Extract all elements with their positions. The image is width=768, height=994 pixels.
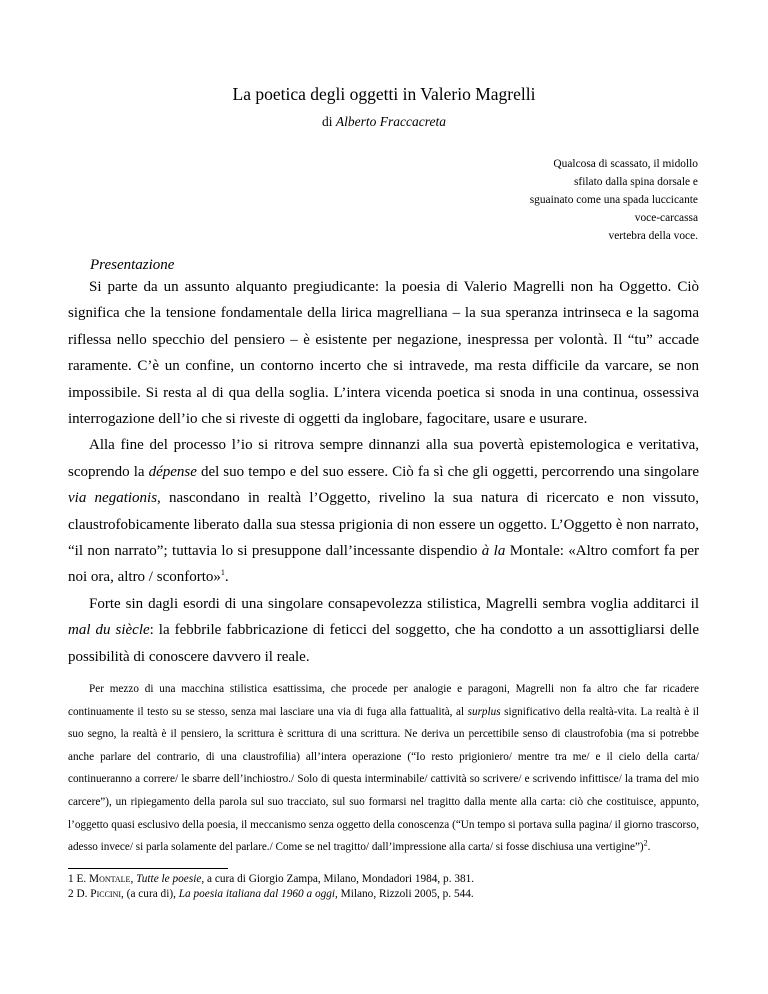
text-run: . bbox=[224, 569, 229, 586]
footnote-author: Montale bbox=[89, 873, 131, 885]
document-title: La poetica degli oggetti in Valerio Magrelli bbox=[232, 84, 536, 104]
byline bbox=[0, 114, 768, 130]
text-run: Per mezzo di una macchina stilistica esattissima, che procede per analogie e paragoni, Magrelli non fa altro che far ricadere continuamente il testo su se stesso, senza mai lasciare una via di fuga alla fattualità, al bbox=[68, 683, 699, 718]
text-run: del suo tempo e del suo essere. Ciò fa sì che gli oggetti, percorrendo una singolare bbox=[196, 463, 699, 480]
text-run: , a cura di Giorgio Zampa, Milano, Mondadori 1984, p. 381. bbox=[201, 873, 475, 885]
italic-term: via negationis bbox=[68, 490, 158, 507]
epigraph-line: voce-carcassa bbox=[634, 212, 698, 224]
epigraph bbox=[398, 155, 698, 245]
text-run: Montale: «Altro comfort fa per noi ora, altro / sconforto» bbox=[68, 543, 699, 586]
text-run: D. bbox=[76, 887, 91, 900]
text-run: : la febbrile fabbricazione di feticci del soggetto, che ha condotto a un assottigliarsi delle possibilità di conoscere davvero il reale. bbox=[68, 622, 699, 665]
text-run: Alla fine del processo l’io si ritrova sempre dinnanzi alla sua povertà epistemologica e veritativa, scoprendo la bbox=[68, 437, 699, 480]
body-text bbox=[68, 274, 699, 670]
text-run: Forte sin dagli esordi di una singolare consapevolezza stilistica, Magrelli sembra voglia additarci il bbox=[89, 595, 699, 612]
footnote-divider bbox=[68, 868, 228, 869]
italic-term: dépense bbox=[148, 463, 197, 480]
italic-term: surplus bbox=[467, 705, 501, 718]
italic-term: à la bbox=[481, 543, 506, 560]
byline-prefix: di bbox=[322, 114, 333, 129]
author-name: Alberto Fraccacreta bbox=[335, 114, 446, 129]
epigraph-line: vertebra della voce. bbox=[608, 230, 698, 242]
quote-paragraph bbox=[68, 678, 699, 859]
text-run: , Milano, Rizzoli 2005, p. 544. bbox=[335, 887, 474, 900]
text-run: . bbox=[647, 841, 651, 854]
italic-term: mal du siècle bbox=[68, 622, 150, 639]
paragraph-1: Si parte da un assunto alquanto pregiudicante: la poesia di Valerio Magrelli non ha Oggetto. Ciò significa che la tensione fondamentale della lirica magrelliana – la sua speranza intrinseca e la sagoma riflessa nello specchio del pensiero – è esistente per negazione, inespressa per volontà. Il “tu” accade raramente. C’è un confine, un contorno incerto che si intravede, ma resta difficile da varcare, se non impossibile. Si resta al di qua della soglia. L’intera vicenda poetica si snoda in una continua, ossessiva interrogazione dell’io che si riveste di oggetti da inglobare, fagocitare, usare e usurare. bbox=[68, 279, 699, 428]
footnote-ref[interactable]: 1 bbox=[220, 568, 225, 578]
footnote-work-title: Tutte le poesie bbox=[136, 873, 202, 885]
epigraph-line: sguainato come una spada luccicante bbox=[529, 194, 698, 206]
epigraph-line: Qualcosa di scassato, il midollo bbox=[553, 158, 698, 170]
footnote-number: 2 bbox=[68, 887, 74, 900]
text-run: E. bbox=[76, 873, 90, 885]
text-run: , (a cura di), bbox=[121, 887, 179, 900]
block-quote bbox=[68, 678, 699, 859]
paragraph-3 bbox=[68, 591, 699, 670]
footnote-ref[interactable]: 2 bbox=[643, 838, 648, 848]
paragraph-2 bbox=[68, 432, 699, 590]
footnote-work-title: La poesia italiana dal 1960 a oggi bbox=[178, 887, 336, 900]
text-run: , nascondano in realtà l’Oggetto, rivelino la sua natura di ricercato e non vissuto, claustrofobicamente liberato dalla sua stessa prigionia di non essere un oggetto. L’Oggetto è non narrato, “il non narrato”; tuttavia lo si presuppone dall’incessante dispendio bbox=[68, 490, 699, 560]
epigraph-line: sfilato dalla spina dorsale e bbox=[574, 176, 698, 188]
footnote-item bbox=[68, 887, 708, 902]
text-run: significativo della realtà-vita. La realtà è il suo segno, la realtà è il pensiero, la scrittura è scrittura di una scrittura. Ne deriva un percettibile senso di claustrofobia (ma si potrebbe anche parlare del contrario, di una claustrofilia) all’intera operazione (“Io resto prigioniero/ mentre tra me/ e il cielo della carta/ continueranno a correre/ le sbarre dell’inchiostro./ Solo di questa interminabile/ cattività so scrivere/ e scrivendo infittisce/ la trama del mio carcere”), un ripiegamento della parola sul suo tracciato, sul suo formarsi nel tragitto dalla mente alla carta: ciò che costituisce, appunto, l’oggetto quasi esclusivo della poesia, il meccanismo senza oggetto della conoscenza (“Un tempo si portava sulla pagina/ il giorno trascorso, adesso invece/ si parla solamente del parlare./ Come se nel tragitto/ dall’impressione alla carta/ si fosse dischiusa una vertigine”) bbox=[68, 705, 699, 854]
section-heading: Presentazione bbox=[90, 257, 175, 273]
footnote-author: Piccini bbox=[90, 887, 122, 900]
footnote-item bbox=[68, 872, 708, 887]
footnote-number: 1 bbox=[68, 873, 74, 885]
text-run: , bbox=[130, 873, 137, 885]
footnotes bbox=[68, 872, 708, 901]
